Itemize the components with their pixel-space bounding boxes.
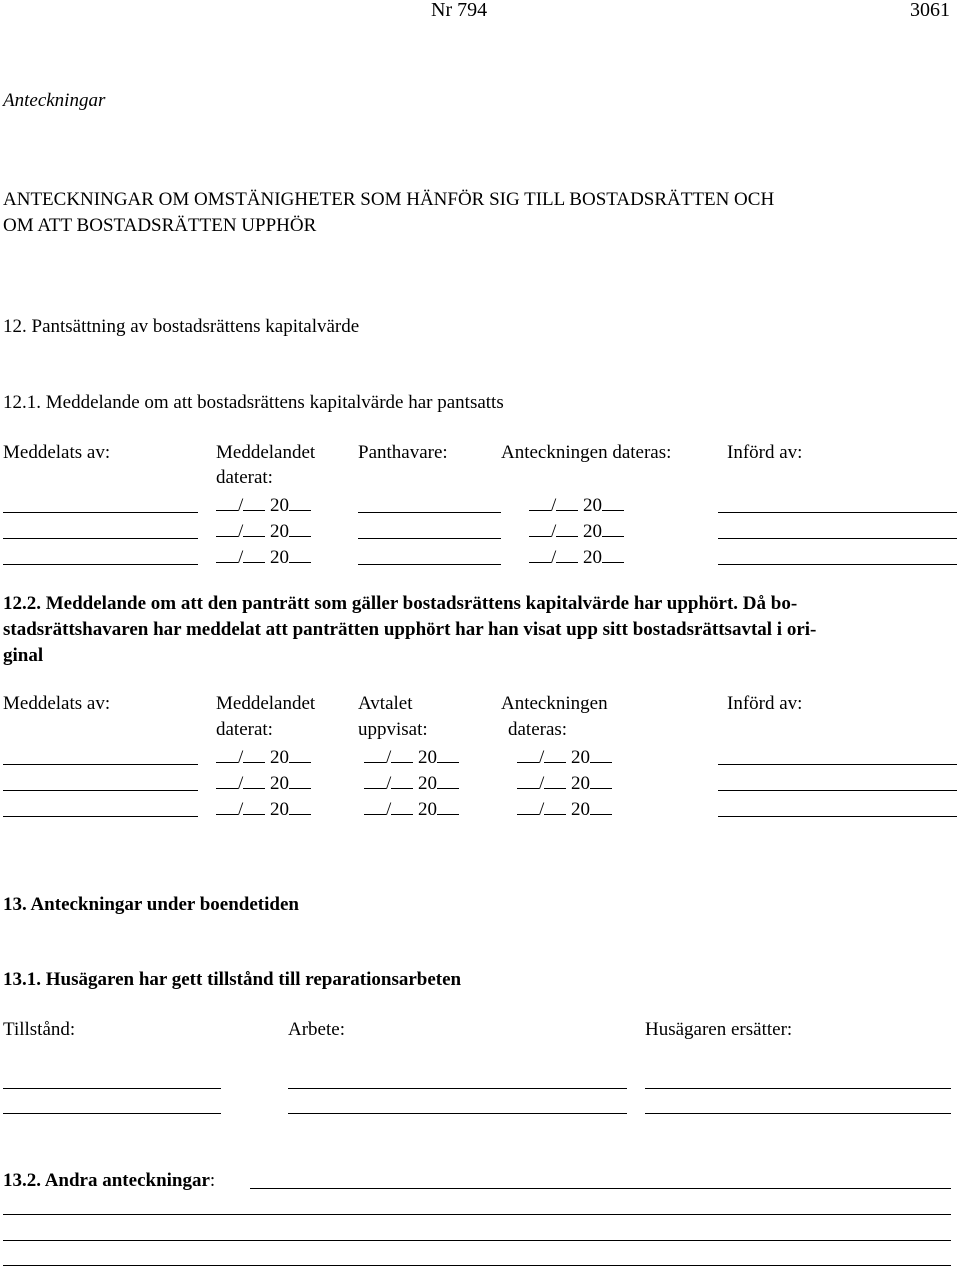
field-arbete[interactable] bbox=[288, 1088, 627, 1089]
col-anteckningen: Anteckningen bbox=[501, 693, 608, 714]
field-panthavare[interactable] bbox=[358, 512, 501, 513]
date-field-meddelandet[interactable]: / 20 bbox=[216, 745, 311, 767]
section-13-title: 13. Anteckningar under boendetiden bbox=[3, 894, 299, 915]
field-inford-av[interactable] bbox=[718, 816, 957, 817]
field-meddelats-av[interactable] bbox=[3, 564, 198, 565]
date-field-meddelandet[interactable]: / 20 bbox=[216, 545, 311, 567]
section-13-2-title: 13.2. Andra anteckningar: bbox=[3, 1170, 216, 1191]
field-husagaren-ersatter[interactable] bbox=[645, 1113, 951, 1114]
main-heading-line2: OM ATT BOSTADSRÄTTEN UPPHÖR bbox=[3, 215, 317, 236]
field-meddelats-av[interactable] bbox=[3, 790, 198, 791]
field-inford-av[interactable] bbox=[718, 538, 957, 539]
date-field-avtalet[interactable]: / 20 bbox=[364, 745, 459, 767]
section-12-title: 12. Pantsättning av bostadsrättens kapitalvärde bbox=[3, 316, 360, 337]
field-meddelats-av[interactable] bbox=[3, 538, 198, 539]
col-avtalet: Avtalet bbox=[358, 693, 413, 714]
field-inford-av[interactable] bbox=[718, 564, 957, 565]
date-field-meddelandet[interactable]: / 20 bbox=[216, 771, 311, 793]
field-andra-anteckningar[interactable] bbox=[3, 1240, 951, 1241]
date-field-avtalet[interactable]: / 20 bbox=[364, 797, 459, 819]
col-inford-av: Införd av: bbox=[727, 442, 803, 463]
section-label: Anteckningar bbox=[3, 90, 106, 111]
field-andra-anteckningar[interactable] bbox=[250, 1188, 951, 1189]
field-inford-av[interactable] bbox=[718, 790, 957, 791]
section-12-2-line1: 12.2. Meddelande om att den panträtt som gäller bostadsrättens kapitalvärde har upphört. Då bo- bbox=[3, 593, 798, 614]
section-12-2-line3: ginal bbox=[3, 645, 44, 666]
col-meddelandet: Meddelandet bbox=[216, 693, 316, 714]
date-field-anteckningen[interactable]: / 20 bbox=[529, 519, 624, 541]
field-tillstand[interactable] bbox=[3, 1088, 221, 1089]
field-andra-anteckningar[interactable] bbox=[3, 1265, 951, 1266]
col-panthavare: Panthavare: bbox=[358, 442, 448, 463]
field-meddelats-av[interactable] bbox=[3, 816, 198, 817]
date-field-anteckningen[interactable]: / 20 bbox=[529, 545, 624, 567]
col-meddelats-av: Meddelats av: bbox=[3, 442, 111, 463]
col-husagaren-ersatter: Husägaren ersätter: bbox=[645, 1019, 793, 1040]
field-inford-av[interactable] bbox=[718, 512, 957, 513]
date-field-meddelandet[interactable]: / 20 bbox=[216, 493, 311, 515]
field-meddelats-av[interactable] bbox=[3, 764, 198, 765]
section-13-1-title: 13.1. Husägaren har gett tillstånd till reparationsarbeten bbox=[3, 969, 462, 990]
field-andra-anteckningar[interactable] bbox=[3, 1214, 951, 1215]
col-meddelats-av: Meddelats av: bbox=[3, 693, 111, 714]
section-12-2-line2: stadsrättshavaren har meddelat att panträtten upphört har han visat upp sitt bostadsrättsavtal i ori- bbox=[3, 619, 817, 640]
date-field-anteckningen[interactable]: / 20 bbox=[517, 745, 612, 767]
date-field-anteckningen[interactable]: / 20 bbox=[529, 493, 624, 515]
field-meddelats-av[interactable] bbox=[3, 512, 198, 513]
field-husagaren-ersatter[interactable] bbox=[645, 1088, 951, 1089]
col-tillstand: Tillstånd: bbox=[3, 1019, 76, 1040]
col-anteckningen-dateras: dateras: bbox=[508, 719, 568, 740]
field-panthavare[interactable] bbox=[358, 538, 501, 539]
section-12-1-title: 12.1. Meddelande om att bostadsrättens kapitalvärde har pantsatts bbox=[3, 392, 504, 413]
col-meddelandet-daterat: daterat: bbox=[216, 467, 273, 488]
date-field-avtalet[interactable]: / 20 bbox=[364, 771, 459, 793]
main-heading-line1: ANTECKNINGAR OM OMSTÄNIGHETER SOM HÄNFÖR SIG TILL BOSTADSRÄTTEN OCH bbox=[3, 189, 775, 210]
field-arbete[interactable] bbox=[288, 1113, 627, 1114]
date-field-meddelandet[interactable]: / 20 bbox=[216, 797, 311, 819]
col-meddelandet-daterat: daterat: bbox=[216, 719, 273, 740]
col-inford-av: Införd av: bbox=[727, 693, 803, 714]
field-tillstand[interactable] bbox=[3, 1113, 221, 1114]
page-number: 3061 bbox=[910, 0, 950, 21]
field-inford-av[interactable] bbox=[718, 764, 957, 765]
col-meddelandet: Meddelandet bbox=[216, 442, 316, 463]
col-anteckningen-dateras: Anteckningen dateras: bbox=[501, 442, 672, 463]
col-arbete: Arbete: bbox=[288, 1019, 345, 1040]
date-field-anteckningen[interactable]: / 20 bbox=[517, 797, 612, 819]
field-panthavare[interactable] bbox=[358, 564, 501, 565]
date-field-meddelandet[interactable]: / 20 bbox=[216, 519, 311, 541]
col-avtalet-uppvisat: uppvisat: bbox=[358, 719, 428, 740]
date-field-anteckningen[interactable]: / 20 bbox=[517, 771, 612, 793]
document-number: Nr 794 bbox=[431, 0, 488, 21]
